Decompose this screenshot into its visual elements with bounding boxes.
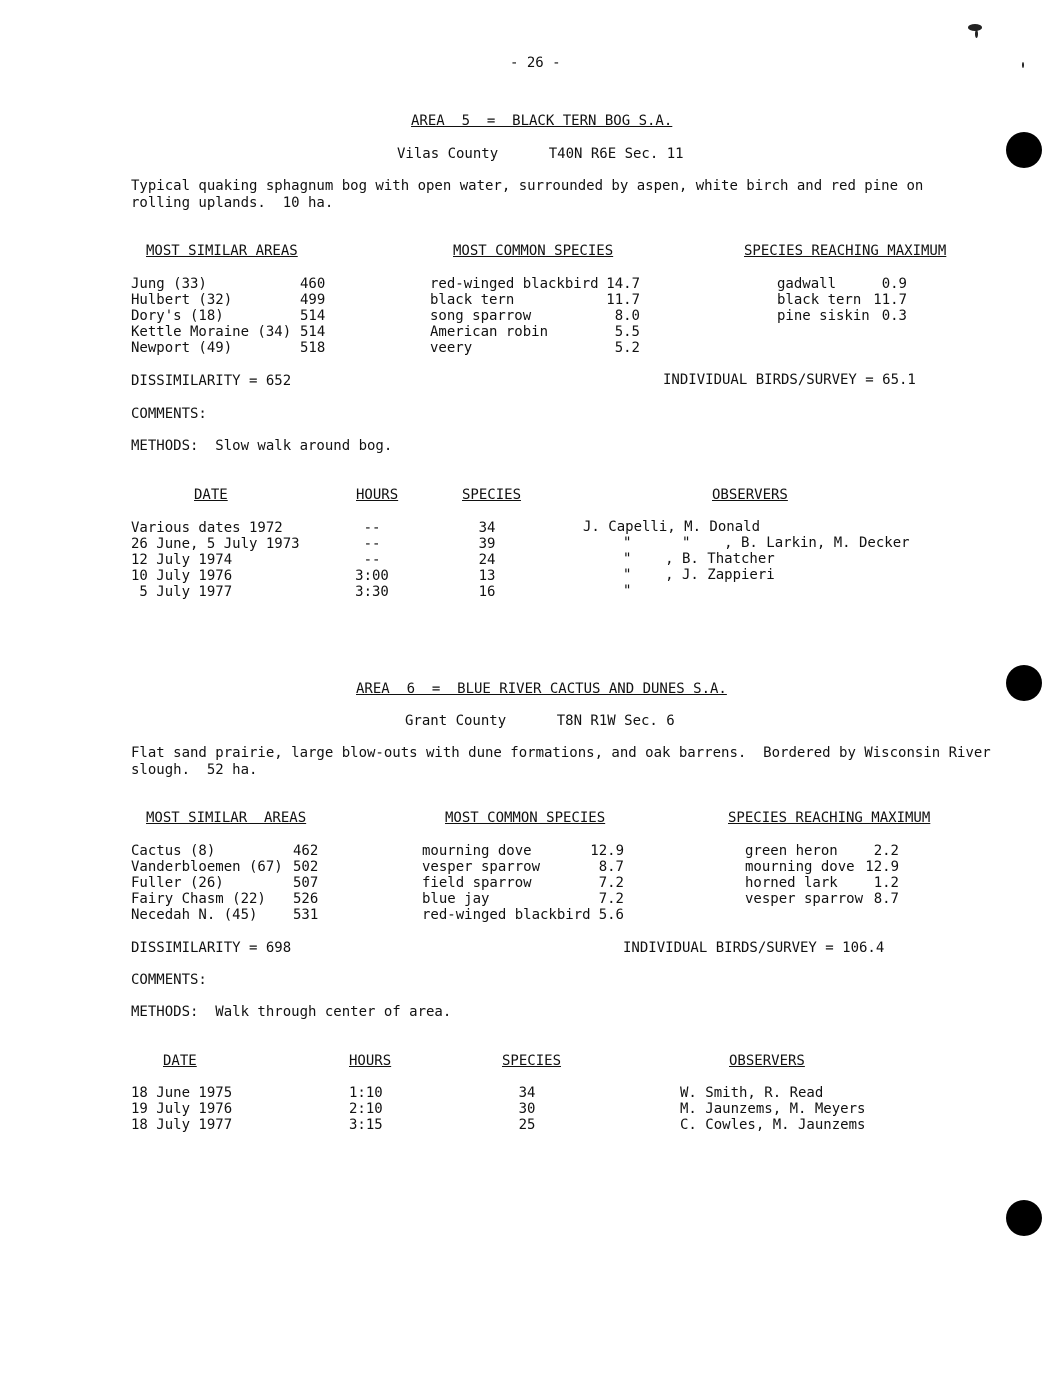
survey-hours: 3:30 (355, 584, 389, 600)
survey-observers: " , J. Zappieri (623, 567, 775, 583)
survey-hours-header: HOURS (349, 1053, 392, 1069)
max-species-header: SPECIES REACHING MAXIMUM (744, 243, 947, 259)
common-species-value: 5.5 (614, 324, 640, 340)
survey-date-header: DATE (194, 487, 228, 503)
common-species-header: MOST COMMON SPECIES (445, 810, 606, 826)
birds-per-survey: INDIVIDUAL BIRDS/SURVEY = 106.4 (623, 940, 885, 956)
similar-area-value: 462 (293, 843, 319, 859)
common-species-header: MOST COMMON SPECIES (453, 243, 614, 259)
area-title: AREA 5 = BLACK TERN BOG S.A. (411, 113, 673, 129)
survey-date: Various dates 1972 (131, 520, 283, 536)
survey-date: 19 July 1976 (131, 1101, 233, 1117)
max-species-name: horned lark (745, 875, 838, 891)
common-species-value: 7.2 (598, 891, 624, 907)
survey-observers-header: OBSERVERS (712, 487, 788, 503)
max-species-name: gadwall (777, 276, 837, 292)
max-species-value: 0.3 (881, 308, 907, 324)
survey-observers: M. Jaunzems, M. Meyers (680, 1101, 866, 1117)
common-species-name: vesper sparrow (422, 859, 541, 875)
survey-hours: -- (363, 552, 381, 568)
survey-hours: -- (363, 520, 381, 536)
common-species-value: 8.7 (598, 859, 624, 875)
similar-area-name: Fuller (26) (131, 875, 224, 891)
area-location: Vilas County T40N R6E Sec. 11 (397, 146, 684, 162)
max-species-name: black tern (777, 292, 862, 308)
survey-date: 10 July 1976 (131, 568, 233, 584)
survey-observers: " (623, 583, 632, 599)
survey-hours: 2:10 (349, 1101, 383, 1117)
max-species-value: 11.7 (873, 292, 907, 308)
max-species-name: mourning dove (745, 859, 855, 875)
max-species-value: 8.7 (873, 891, 899, 907)
page-number: - 26 - (510, 55, 561, 71)
common-species-name: red-winged blackbird (430, 276, 599, 292)
common-species-value: 5.6 (598, 907, 624, 923)
survey-hours: 1:10 (349, 1085, 383, 1101)
binder-hole (1006, 132, 1042, 168)
common-species-name: field sparrow (422, 875, 532, 891)
similar-area-name: Newport (49) (131, 340, 233, 356)
survey-observers: " " , B. Larkin, M. Decker (623, 535, 910, 551)
survey-species: 34 (518, 1085, 536, 1101)
comments-label: COMMENTS: (131, 972, 207, 988)
area-description: Typical quaking sphagnum bog with open water, surrounded by aspen, white birch and red pine on (131, 178, 924, 194)
methods: METHODS: Slow walk around bog. (131, 438, 393, 454)
common-species-value: 5.2 (614, 340, 640, 356)
survey-observers-header: OBSERVERS (729, 1053, 805, 1069)
area-description: rolling uplands. 10 ha. (131, 195, 334, 211)
birds-per-survey: INDIVIDUAL BIRDS/SURVEY = 65.1 (663, 372, 916, 388)
survey-species-header: SPECIES (502, 1053, 562, 1069)
area-description: Flat sand prairie, large blow-outs with dune formations, and oak barrens. Bordered by Wisconsin River (131, 745, 991, 761)
max-species-name: vesper sparrow (745, 891, 864, 907)
survey-observers: " , B. Thatcher (623, 551, 775, 567)
binder-hole (1006, 665, 1042, 701)
survey-species-header: SPECIES (462, 487, 522, 503)
area-location: Grant County T8N R1W Sec. 6 (405, 713, 675, 729)
survey-date: 18 June 1975 (131, 1085, 233, 1101)
survey-hours: -- (363, 536, 381, 552)
max-species-value: 0.9 (881, 276, 907, 292)
similar-areas-header: MOST SIMILAR AREAS (146, 810, 307, 826)
survey-date: 5 July 1977 (131, 584, 233, 600)
common-species-name: blue jay (422, 891, 490, 907)
survey-observers: W. Smith, R. Read (680, 1085, 824, 1101)
max-species-name: green heron (745, 843, 838, 859)
dissimilarity: DISSIMILARITY = 652 (131, 373, 292, 389)
similar-area-value: 514 (300, 308, 326, 324)
survey-hours: 3:15 (349, 1117, 383, 1133)
area-description: slough. 52 ha. (131, 762, 258, 778)
common-species-name: American robin (430, 324, 549, 340)
similar-area-name: Fairy Chasm (22) (131, 891, 266, 907)
survey-species: 30 (518, 1101, 536, 1117)
survey-observers: J. Capelli, M. Donald (583, 519, 761, 535)
common-species-name: mourning dove (422, 843, 532, 859)
similar-area-name: Necedah N. (45) (131, 907, 258, 923)
common-species-name: red-winged blackbird (422, 907, 591, 923)
similar-areas-header: MOST SIMILAR AREAS (146, 243, 298, 259)
survey-species: 24 (478, 552, 496, 568)
similar-area-value: 460 (300, 276, 326, 292)
similar-area-value: 507 (293, 875, 319, 891)
comments-label: COMMENTS: (131, 406, 207, 422)
similar-area-value: 514 (300, 324, 326, 340)
similar-area-value: 526 (293, 891, 319, 907)
common-species-value: 11.7 (606, 292, 640, 308)
similar-area-value: 518 (300, 340, 326, 356)
dissimilarity: DISSIMILARITY = 698 (131, 940, 292, 956)
area-title: AREA 6 = BLUE RIVER CACTUS AND DUNES S.A. (356, 681, 727, 697)
survey-hours-header: HOURS (356, 487, 399, 503)
similar-area-name: Hulbert (32) (131, 292, 233, 308)
survey-date: 18 July 1977 (131, 1117, 233, 1133)
survey-observers: C. Cowles, M. Jaunzems (680, 1117, 866, 1133)
similar-area-name: Kettle Moraine (34) (131, 324, 292, 340)
methods: METHODS: Walk through center of area. (131, 1004, 452, 1020)
common-species-value: 14.7 (606, 276, 640, 292)
survey-species: 34 (478, 520, 496, 536)
max-species-value: 2.2 (873, 843, 899, 859)
survey-date: 26 June, 5 July 1973 (131, 536, 300, 552)
survey-species: 25 (518, 1117, 536, 1133)
common-species-value: 7.2 (598, 875, 624, 891)
similar-area-name: Jung (33) (131, 276, 207, 292)
survey-hours: 3:00 (355, 568, 389, 584)
ink-speck (975, 30, 978, 38)
max-species-value: 12.9 (865, 859, 899, 875)
similar-area-name: Vanderbloemen (67) (131, 859, 283, 875)
survey-species: 16 (478, 584, 496, 600)
survey-species: 13 (478, 568, 496, 584)
similar-area-name: Cactus (8) (131, 843, 216, 859)
common-species-name: black tern (430, 292, 515, 308)
common-species-name: song sparrow (430, 308, 532, 324)
similar-area-name: Dory's (18) (131, 308, 224, 324)
similar-area-value: 499 (300, 292, 326, 308)
similar-area-value: 531 (293, 907, 319, 923)
common-species-value: 8.0 (614, 308, 640, 324)
survey-date-header: DATE (163, 1053, 197, 1069)
binder-hole (1006, 1200, 1042, 1236)
common-species-name: veery (430, 340, 473, 356)
max-species-header: SPECIES REACHING MAXIMUM (728, 810, 931, 826)
max-species-name: pine siskin (777, 308, 870, 324)
survey-date: 12 July 1974 (131, 552, 233, 568)
similar-area-value: 502 (293, 859, 319, 875)
max-species-value: 1.2 (873, 875, 899, 891)
ink-speck (1022, 62, 1024, 68)
common-species-value: 12.9 (590, 843, 624, 859)
survey-species: 39 (478, 536, 496, 552)
